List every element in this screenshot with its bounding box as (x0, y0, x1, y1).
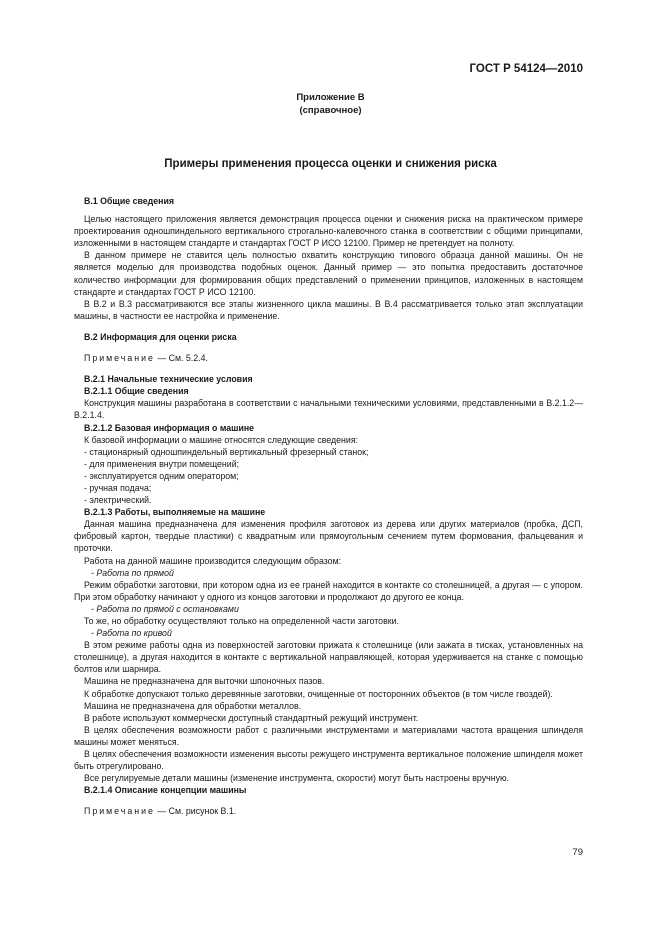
list-item: - электрический. (84, 495, 152, 506)
subsection-heading: В.2.1 Начальные технические условия (84, 374, 253, 385)
page-number: 79 (572, 847, 583, 858)
paragraph: К базовой информации о машине относятся следующие сведения: (84, 434, 359, 445)
subsection-heading: В.2.1.2 Базовая информация о машине (84, 422, 255, 433)
subsection-heading: В.2.1.1 Общие сведения (84, 386, 189, 397)
paragraph: Работа на данной машине производится следующим образом: (84, 555, 342, 566)
note (74, 352, 583, 364)
note (74, 805, 583, 817)
paragraph: Данная машина предназначена для изменения профиля заготовок из дерева или других материалов (пробка, ДСП, фибровый картон, твердые пластики) с квадратным или прямоугольным сечением путем формования, фальцевания и проточки. (74, 519, 583, 554)
appendix-kind: (справочное) (299, 105, 362, 116)
note-text: — См. рисунок В.1. (154, 806, 237, 817)
paragraph: В этом режиме работы одна из поверхностей заготовки прижата к столешнице (или зажата в тисках, установленных на столешнице), а другая находится в контакте с вертикальной направляющей, которая удерживается на станке с помощью болтов или шарнира. (74, 640, 583, 675)
standard-number: ГОСТ Р 54124—2010 (469, 63, 583, 75)
paragraph: Режим обработки заготовки, при котором одна из ее граней находится в контакте со столешницей, а другая — с упором. При этом обработку начинают у одного из концов заготовки и продолжают до другого ее конца. (74, 579, 583, 602)
subsection-heading: В.2.1.3 Работы, выполняемые на машине (84, 507, 266, 518)
paragraph: Машина не предназначена для выточки шпоночных пазов. (84, 676, 325, 687)
paragraph: В работе используют коммерчески доступный стандартный режущий инструмент. (84, 712, 419, 723)
list-item: - ручная подача; (84, 482, 152, 493)
paragraph: Машина не предназначена для обработки металлов. (84, 700, 302, 711)
paragraph: В данном примере не ставится цель полностью охватить конструкцию типового образца данной машины. Он не является моделью для производства подобных оценок. Данный пример — это попытка предоставить достаточное количество информации для формирования общих представлений о применении принципов, изложенных в настоящем стандарте и стандартах ГОСТ Р ИСО 12100. (74, 250, 583, 297)
paragraph: Конструкция машины разработана в соответствии с начальными техническими условиями, представленными в В.2.1.2—В.2.1.4. (74, 398, 583, 421)
subsection-heading: В.2.1.4 Описание концепции машины (84, 785, 247, 796)
paragraph: К обработке допускают только деревянные заготовки, очищенные от посторонних объектов (в том числе гвоздей). (84, 688, 553, 699)
document-title: Примеры применения процесса оценки и снижения риска (164, 158, 497, 170)
paragraph: В В.2 и В.3 рассматриваются все этапы жизненного цикла машины. В В.4 рассматривается только этап эксплуатации машины, в частности ее настройка и применение. (74, 298, 583, 321)
paragraph: То же, но обработку осуществляют только на определенной части заготовки. (84, 616, 399, 626)
paragraph: В целях обеспечения возможности изменения высоты режущего инструмента вертикальное положение шпинделя может быть отрегулировано. (74, 749, 583, 772)
list-item: - эксплуатируется одним оператором; (84, 470, 239, 481)
note-label: Примечание (84, 806, 155, 817)
section-heading: В.1 Общие сведения (84, 196, 174, 206)
note-text: — См. 5.2.4. (154, 353, 208, 364)
list-item: - для применения внутри помещений; (84, 458, 240, 469)
appendix-title: Приложение В (296, 92, 365, 103)
paragraph: В целях обеспечения возможности работ с различными инструментами и материалами частота вращения шпинделя машины может меняться. (74, 724, 583, 747)
mode-label: - Работа по прямой с остановками (91, 603, 239, 614)
note-label: Примечание (84, 353, 155, 364)
document-body (74, 195, 583, 818)
paragraph: Все регулируемые детали машины (изменение инструмента, скорости) могут быть настроены вручную. (84, 773, 510, 784)
mode-label: - Работа по прямой (91, 567, 174, 578)
mode-label: - Работа по кривой (91, 628, 172, 639)
section-heading: В.2 Информация для оценки риска (84, 331, 237, 342)
list-item: - стационарный одношпиндельный вертикальный фрезерный станок; (84, 446, 369, 457)
paragraph: Целью настоящего приложения является демонстрация процесса оценки и снижения риска на практическом примере проектирования одношпиндельного вертикального строгально-калевочного станка в соответствии с общими принципами, изложенными в настоящем стандарте и стандартах ГОСТ Р ИСО 12100. Пример не претендует на полноту. (74, 214, 583, 249)
